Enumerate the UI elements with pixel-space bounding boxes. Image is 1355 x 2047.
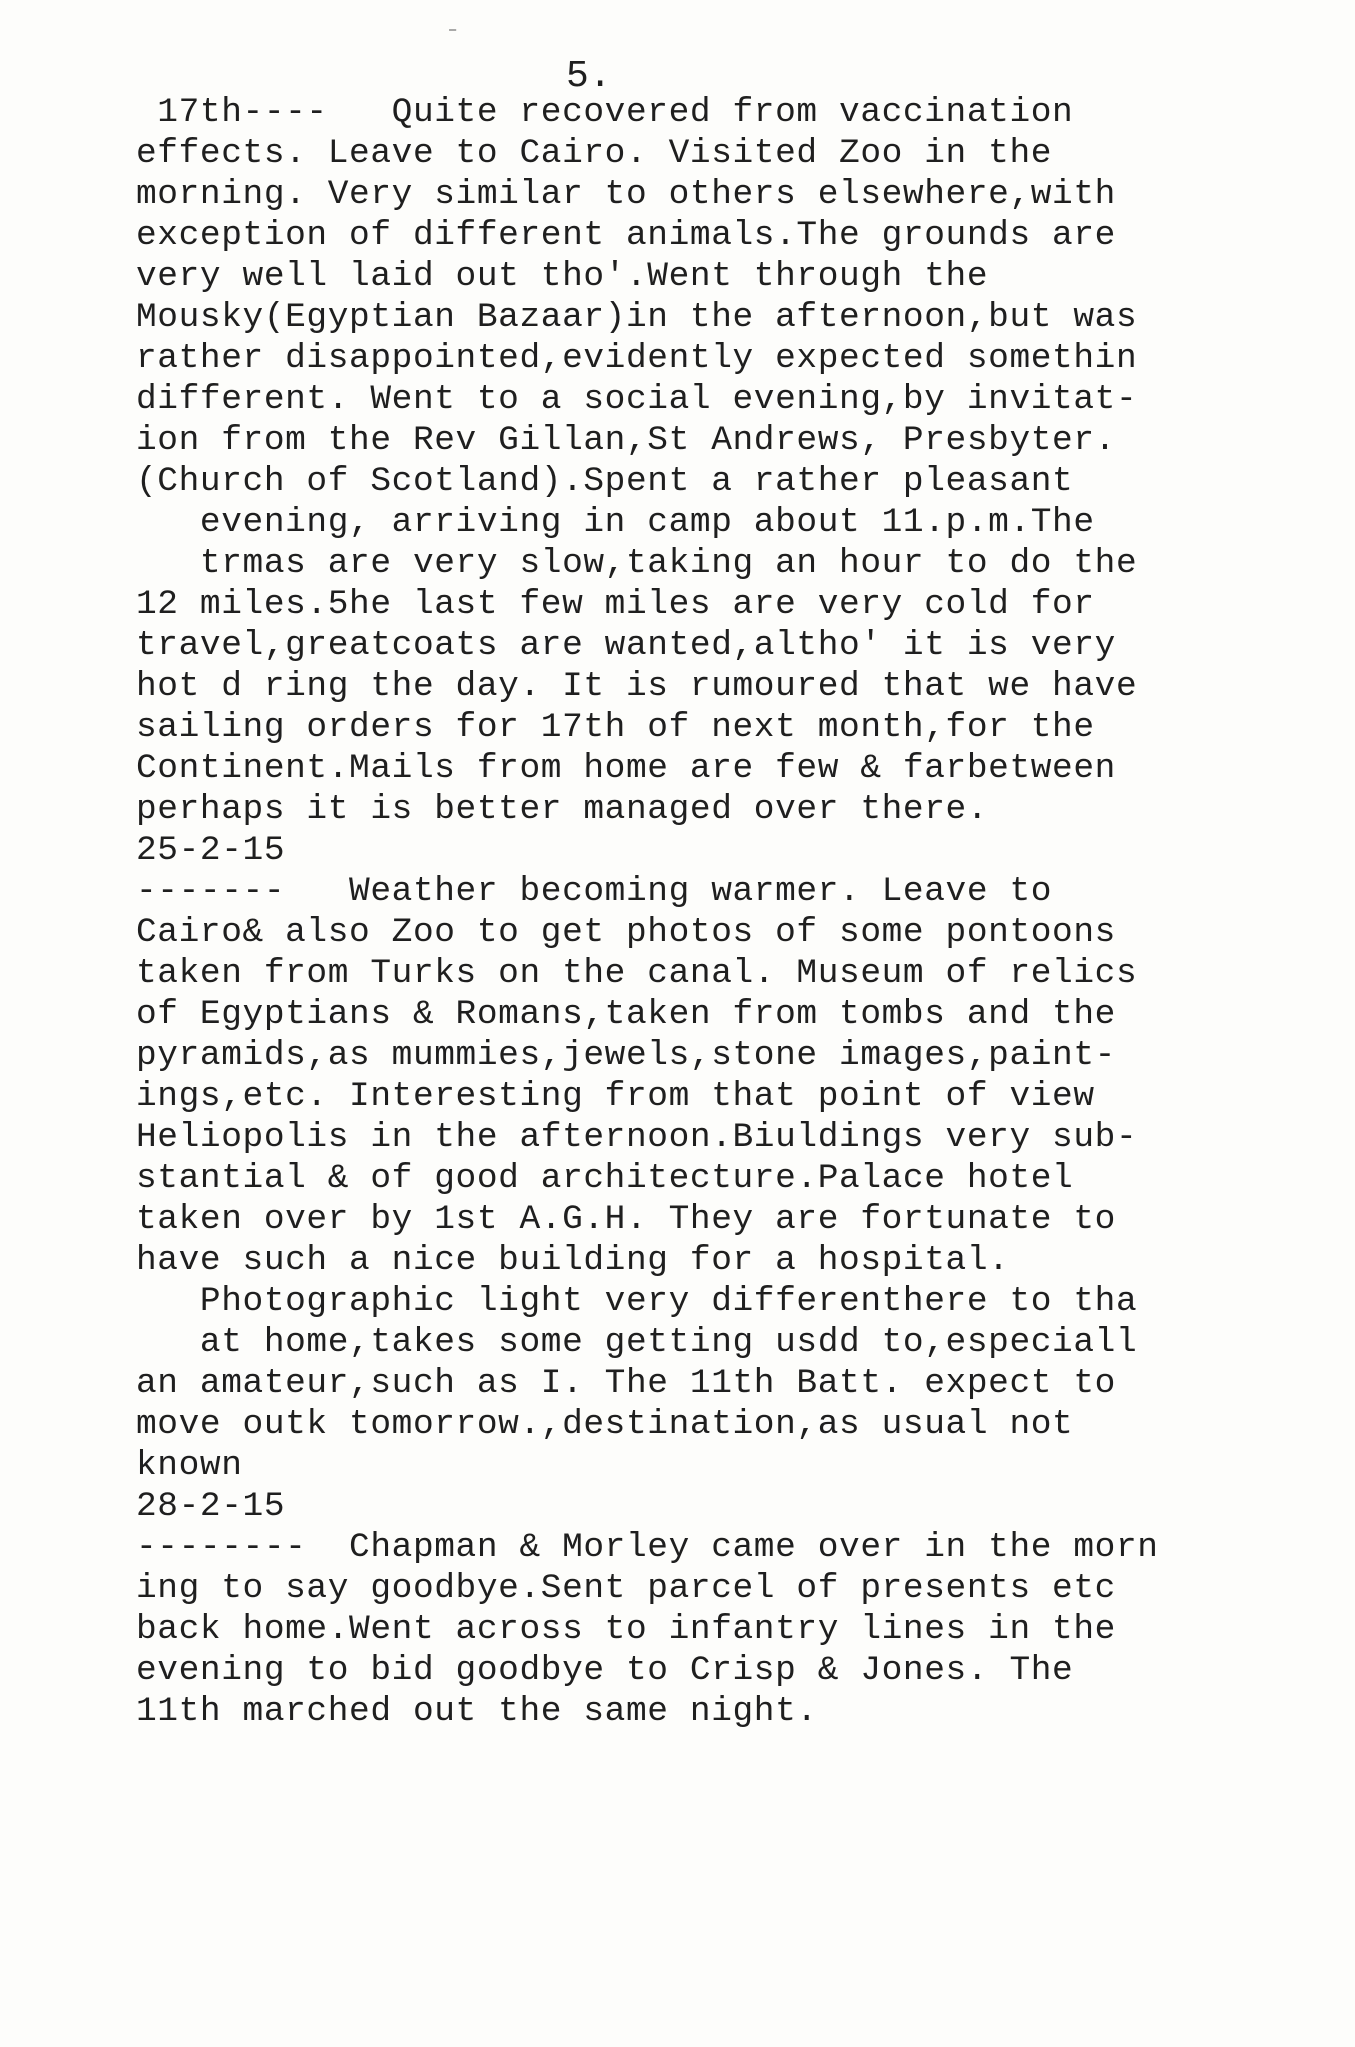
text-line: sailing orders for 17th of next month,for the — [136, 708, 1095, 747]
text-line: Mousky(Egyptian Bazaar)in the afternoon,but was — [136, 298, 1138, 337]
text-line: (Church of Scotland).Spent a rather pleasant — [136, 462, 1074, 501]
text-line: stantial & of good architecture.Palace hotel — [136, 1159, 1074, 1198]
text-line: Photographic light very differenthere to tha — [136, 1282, 1138, 1321]
date-heading: 28-2-15 — [136, 1487, 286, 1526]
text-line: effects. Leave to Cairo. Visited Zoo in the — [136, 134, 1053, 173]
date-heading: 25-2-15 — [136, 831, 286, 870]
text-line: pyramids,as mummies,jewels,stone images,paint- — [136, 1036, 1116, 1075]
text-line: 11th marched out the same night. — [136, 1692, 818, 1731]
text-line: different. Went to a social evening,by invitat- — [136, 380, 1138, 419]
text-line: Cairo& also Zoo to get photos of some pontoons — [136, 913, 1116, 952]
text-line: back home.Went across to infantry lines in the — [136, 1610, 1116, 1649]
text-line: an amateur,such as I. The 11th Batt. expect to — [136, 1364, 1116, 1403]
text-line: hot d ring the day. It is rumoured that we have — [136, 667, 1138, 706]
text-line: 12 miles.5he last few miles are very cold for — [136, 585, 1095, 624]
text-line: taken from Turks on the canal. Museum of relics — [136, 954, 1138, 993]
text-line: Heliopolis in the afternoon.Biuldings very sub- — [136, 1118, 1138, 1157]
text-line: ion from the Rev Gillan,St Andrews, Presbyter. — [136, 421, 1116, 460]
text-line: morning. Very similar to others elsewhere,with — [136, 175, 1116, 214]
text-line: trmas are very slow,taking an hour to do the — [136, 544, 1138, 583]
text-line: taken over by 1st A.G.H. They are fortunate to — [136, 1200, 1116, 1239]
text-line: rather disappointed,evidently expected somethin — [136, 339, 1138, 378]
text-line: have such a nice building for a hospital. — [136, 1241, 1010, 1280]
text-line: travel,greatcoats are wanted,altho' it is very — [136, 626, 1116, 665]
text-line: ------- Weather becoming warmer. Leave to — [136, 872, 1053, 911]
text-line: of Egyptians & Romans,taken from tombs and the — [136, 995, 1116, 1034]
text-line: -------- Chapman & Morley came over in the morn — [136, 1528, 1159, 1567]
text-line: at home,takes some getting usdd to,especiall — [136, 1323, 1138, 1362]
text-line: ing to say goodbye.Sent parcel of presents etc — [136, 1569, 1116, 1608]
stray-pen-mark: ⁻ — [446, 23, 460, 48]
text-line: evening, arriving in camp about 11.p.m.The — [136, 503, 1095, 542]
text-line: known — [136, 1446, 243, 1485]
text-line: ings,etc. Interesting from that point of view — [136, 1077, 1095, 1116]
page-number: 5. — [566, 55, 612, 98]
text-line: evening to bid goodbye to Crisp & Jones. The — [136, 1651, 1074, 1690]
text-line: very well laid out tho'.Went through the — [136, 257, 989, 296]
text-line: exception of different animals.The grounds are — [136, 216, 1116, 255]
text-line: 17th---- Quite recovered from vaccination — [136, 93, 1074, 132]
text-line: perhaps it is better managed over there. — [136, 790, 989, 829]
text-line: move outk tomorrow.,destination,as usual not — [136, 1405, 1074, 1444]
text-line: Continent.Mails from home are few & farbetween — [136, 749, 1116, 788]
